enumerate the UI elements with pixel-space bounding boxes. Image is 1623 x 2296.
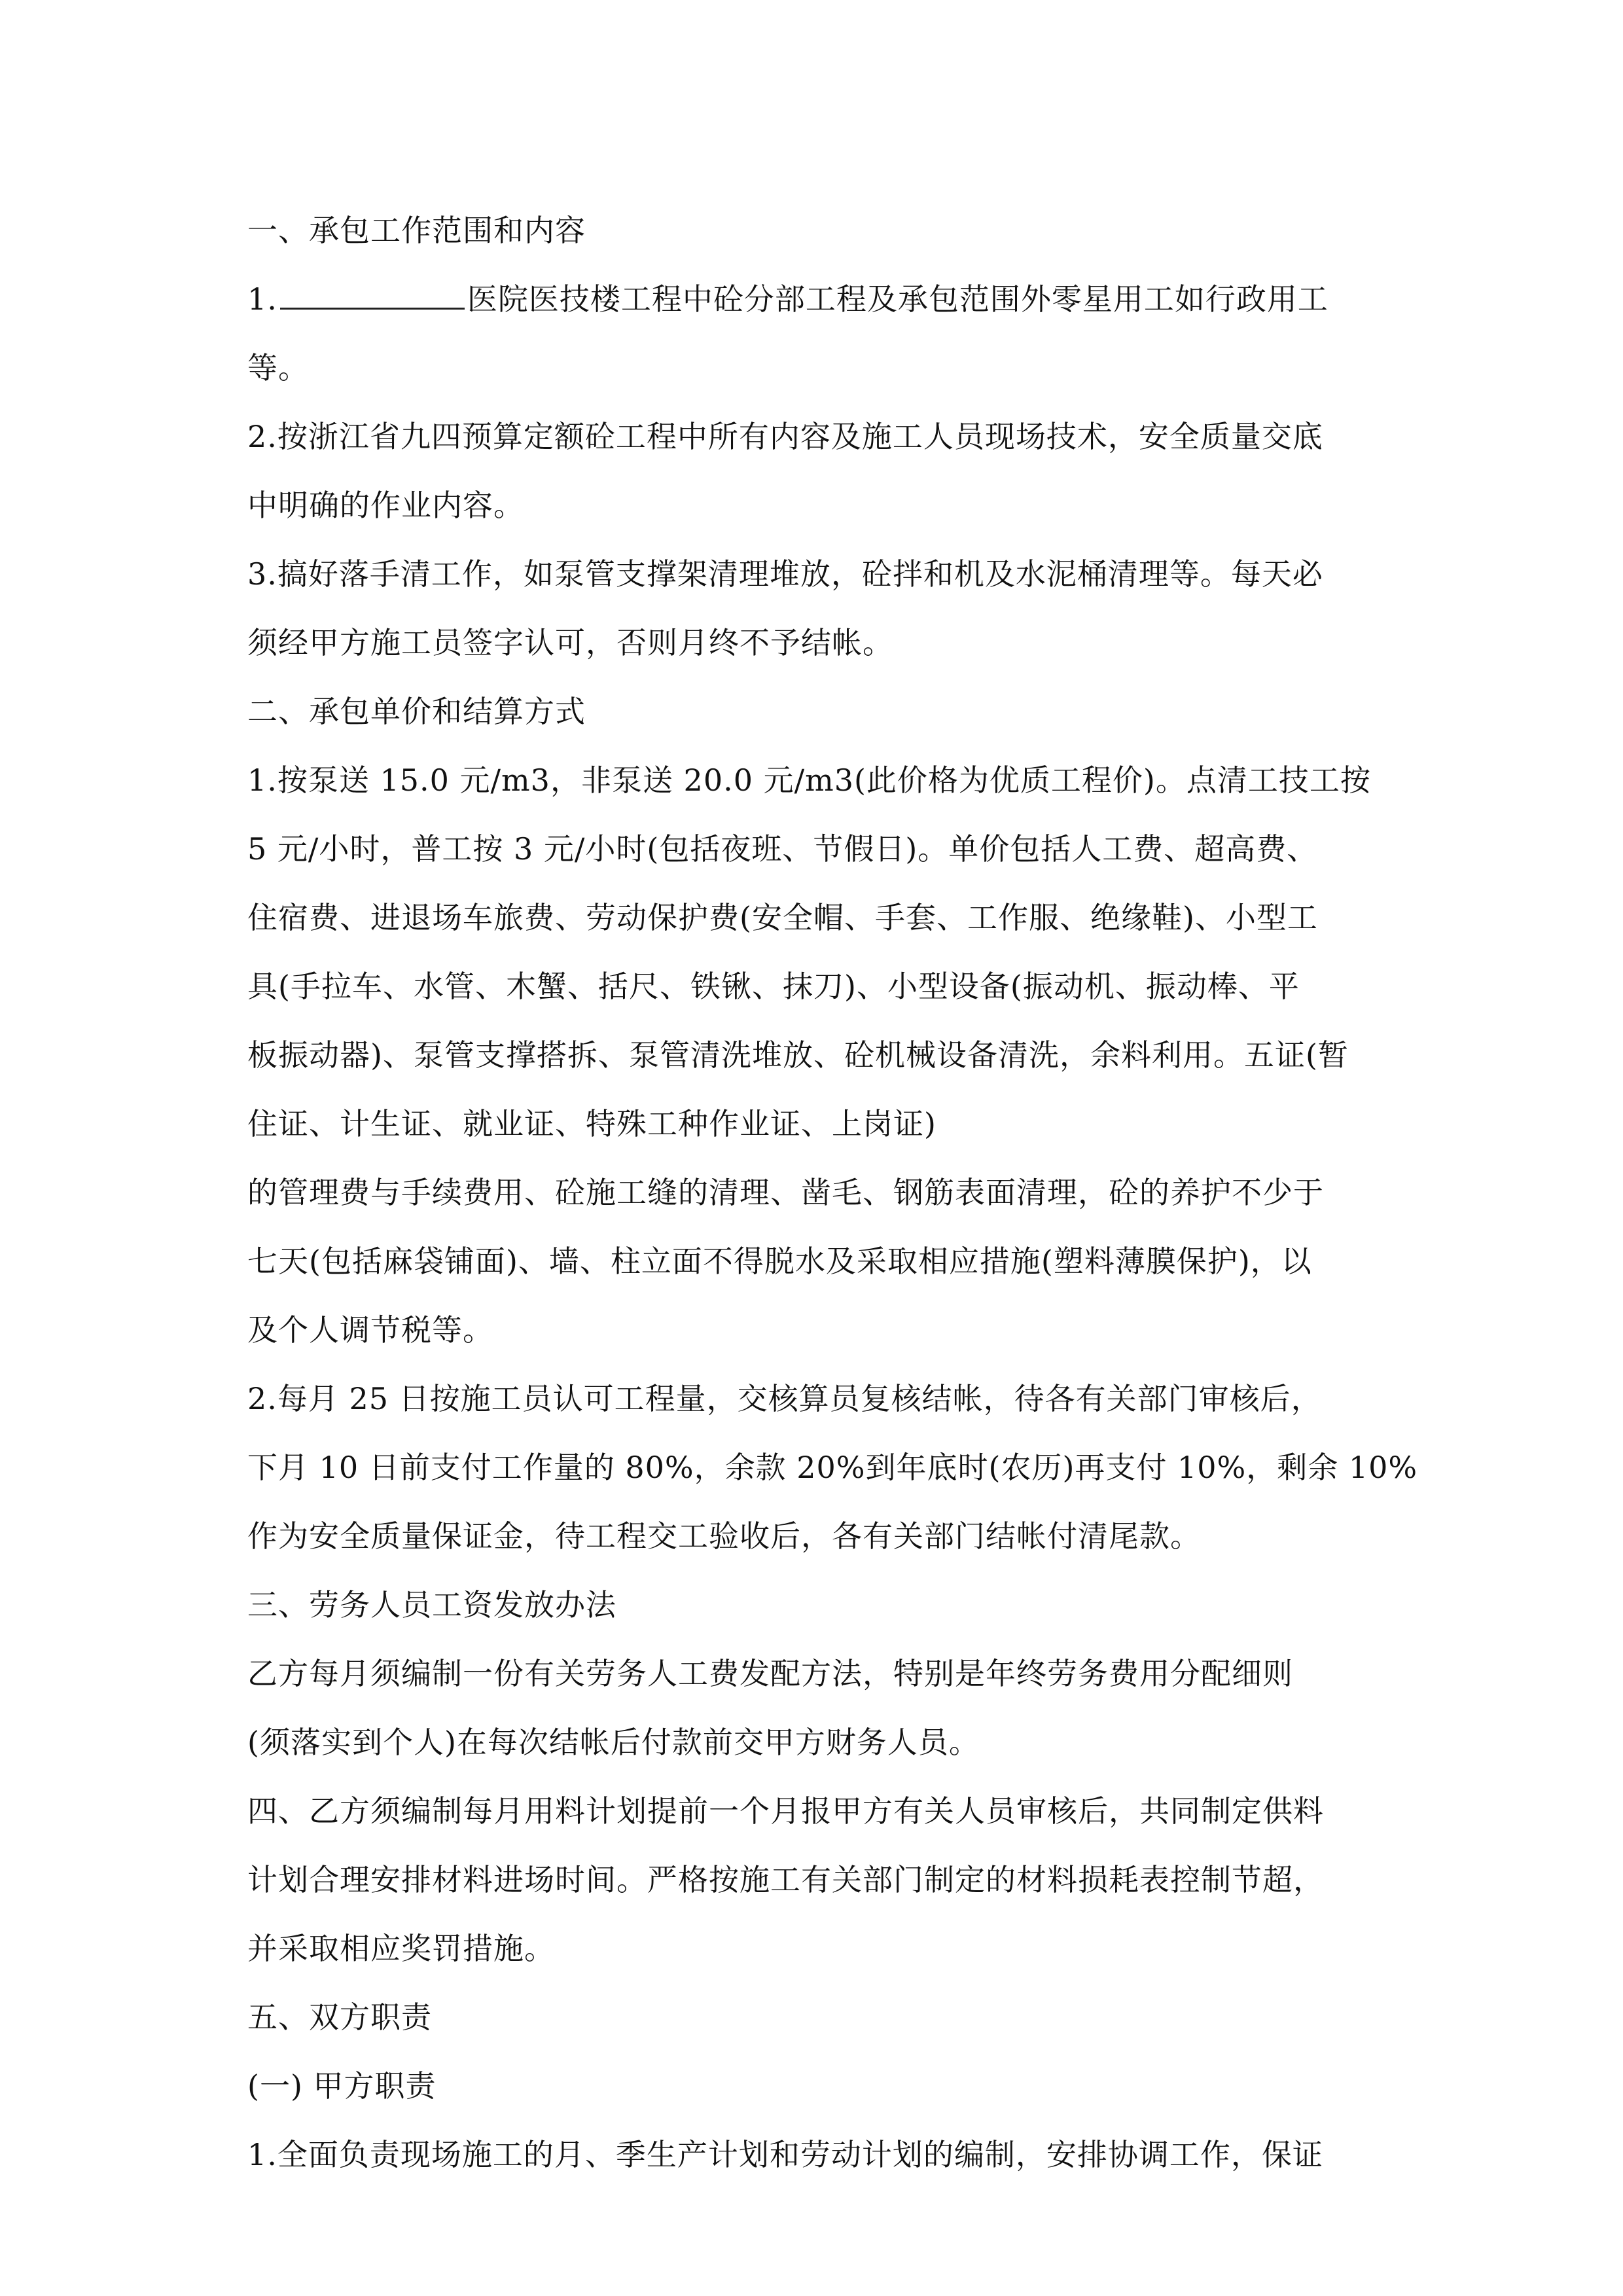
paragraph-line: 须经甲方施工员签字认可，否则月终不予结帐。	[247, 625, 893, 660]
paragraph-line: 住证、计生证、就业证、特殊工种作业证、上岗证)	[247, 1106, 936, 1141]
item-number: 1.	[247, 281, 277, 317]
paragraph-line: 3.搞好落手清工作，如泵管支撑架清理堆放，砼拌和机及水泥桶清理等。每天必	[247, 556, 1323, 592]
section-heading-5: 五、双方职责	[247, 2000, 432, 2035]
section-heading-4: 四、乙方须编制每月用料计划提前一个月报甲方有关人员审核后，共同制定供料	[247, 1793, 1324, 1829]
paragraph-line: 板振动器)、泵管支撑搭拆、泵管清洗堆放、砼机械设备清洗，余料利用。五证(暂	[247, 1037, 1349, 1073]
paragraph-line: 的管理费与手续费用、砼施工缝的清理、凿毛、钢筋表面清理，砼的养护不少于	[247, 1175, 1324, 1210]
paragraph-line: 计划合理安排材料进场时间。严格按施工有关部门制定的材料损耗表控制节超，	[247, 1862, 1324, 1897]
paragraph-line: 七天(包括麻袋铺面)、墙、柱立面不得脱水及采取相应措施(塑料薄膜保护)，以	[247, 1244, 1312, 1279]
paragraph-line: 具(手拉车、水管、木蟹、括尺、铁锹、抹刀)、小型设备(振动机、振动棒、平	[247, 969, 1300, 1004]
paragraph-text: 医院医技楼工程中砼分部工程及承包范围外零星用工如行政用工	[467, 281, 1329, 317]
paragraph-line: 及个人调节税等。	[247, 1312, 493, 1348]
paragraph-line: 等。	[247, 350, 309, 386]
paragraph-line: 2.按浙江省九四预算定额砼工程中所有内容及施工人员现场技术，安全质量交底	[247, 419, 1323, 454]
paragraph-line: 中明确的作业内容。	[247, 488, 524, 523]
document-body	[247, 196, 1418, 2189]
paragraph-line: (须落实到个人)在每次结帐后付款前交甲方财务人员。	[247, 1725, 980, 1760]
subsection-heading: (一) 甲方职责	[247, 2068, 437, 2104]
paragraph-line: 5 元/小时，普工按 3 元/小时(包括夜班、节假日)。单价包括人工费、超高费、	[247, 831, 1318, 867]
paragraph-line: 乙方每月须编制一份有关劳务人工费发配方法，特别是年终劳务费用分配细则	[247, 1656, 1293, 1691]
paragraph-line: 1.全面负责现场施工的月、季生产计划和劳动计划的编制，安排协调工作，保证	[247, 2137, 1323, 2172]
section-heading-1: 一、承包工作范围和内容	[247, 213, 586, 248]
section-heading-2: 二、承包单价和结算方式	[247, 694, 586, 729]
section-heading-3: 三、劳务人员工资发放办法	[247, 1587, 616, 1623]
paragraph-line: 下月 10 日前支付工作量的 80%，余款 20%到年底时(农历)再支付 10%，剩余 10%	[247, 1450, 1418, 1485]
paragraph-line: 住宿费、进退场车旅费、劳动保护费(安全帽、手套、工作服、绝缘鞋)、小型工	[247, 900, 1318, 935]
paragraph-line: 作为安全质量保证金，待工程交工验收后，各有关部门结帐付清尾款。	[247, 1518, 1201, 1554]
paragraph-line: 2.每月 25 日按施工员认可工程量，交核算员复核结帐，待各有关部门审核后，	[247, 1381, 1322, 1416]
paragraph-line: 并采取相应奖罚措施。	[247, 1931, 555, 1966]
paragraph-line: 1.按泵送 15.0 元/m3，非泵送 20.0 元/m3(此价格为优质工程价)。点清工技工按	[247, 762, 1371, 798]
fill-in-blank	[280, 276, 465, 310]
paragraph-line	[247, 265, 1393, 334]
